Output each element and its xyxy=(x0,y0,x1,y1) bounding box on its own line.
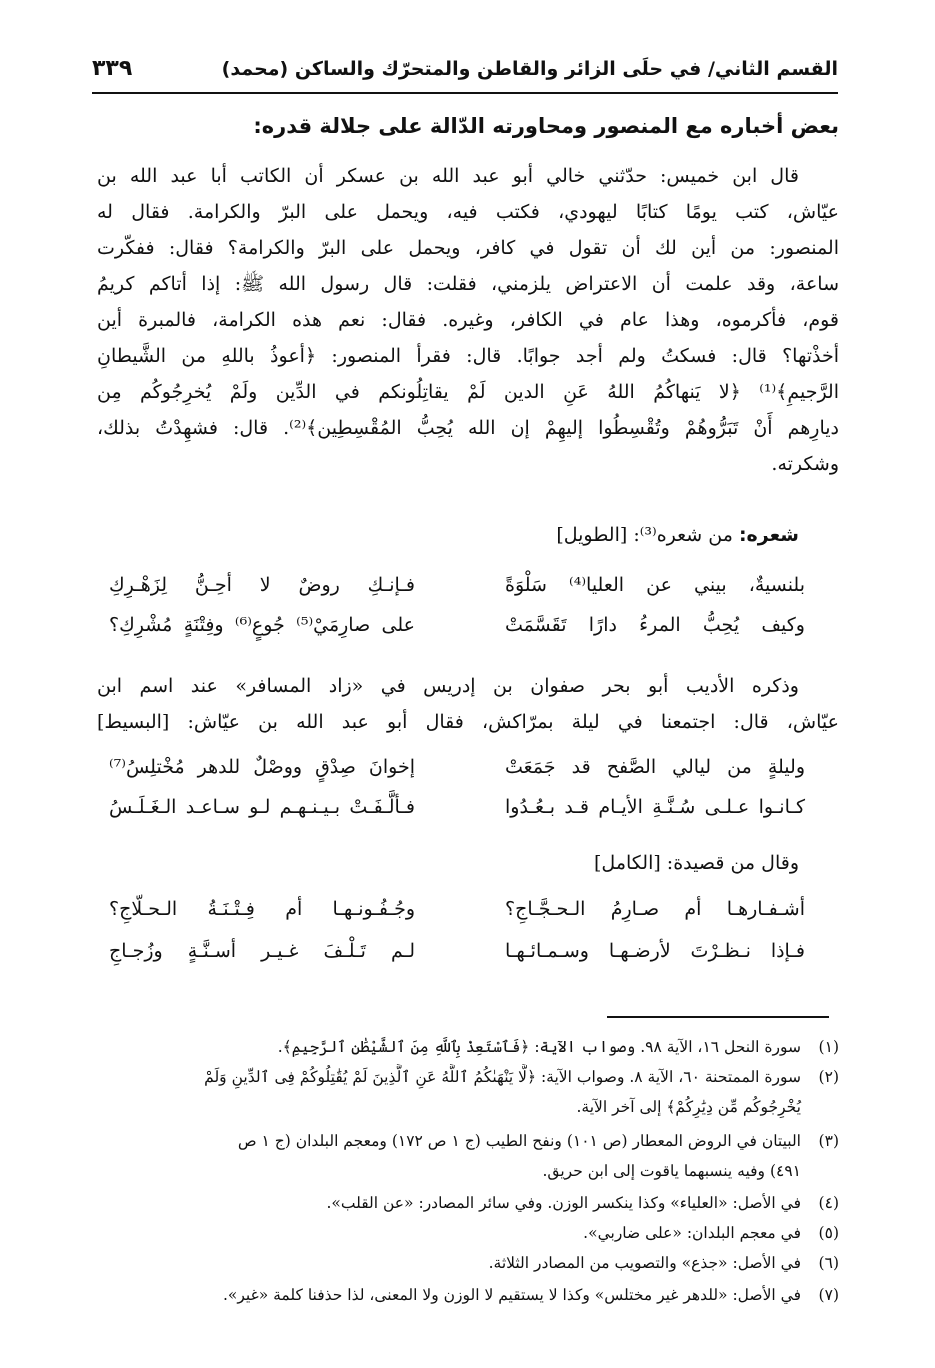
section-title: بعض أخباره مع المنصور ومحاورته الدّالة على جلالة قدره: xyxy=(253,114,839,138)
footnote-continuation: ٤٩١) وفيه ينسبهما ياقوت إلى ابن حريق. xyxy=(542,1162,801,1180)
paragraph-line: عيّاش، كتب يومًا كتابًا ليهودي، فكتب فيه، ويحمل على البرّ والكرامة. فقال له xyxy=(97,201,839,223)
verse-first-hemistich: وكيف يُحِبُّ المرءُ دارًا تَقَسَّمَتْ xyxy=(505,614,805,636)
footnote-continuation: يُخْرِجُوكُم مِّن دِيَٰرِكُمْ﴾ إلى آخر الآية. xyxy=(576,1098,801,1116)
verse xyxy=(105,796,805,834)
paragraph-line: عيّاش، قال: اجتمعنا في ليلة بمرّاكش، فقال أبو عبد الله بن عيّاش: [البسيط] xyxy=(97,711,839,733)
verse-second-hemistich: فـألَّـفَـتْ بـيـنـهـم لـو سـاعـد الـغَـلَـسُ xyxy=(109,796,415,818)
verse xyxy=(105,756,805,794)
poem-intro: وقال من قصيدة: [الكامل] xyxy=(594,852,799,874)
footnote-number: (٧) xyxy=(818,1286,839,1304)
paragraph-line: الرَّجيمِ﴾⁽¹⁾ ﴿لا يَنهاكُمُ اللهُ عَنِ الدين لَمْ يقاتِلُونكم في الدِّين ولَمْ يُخرِجُوكُم مِن xyxy=(97,381,839,403)
footnote xyxy=(97,1064,839,1090)
paragraph-line: أخذْتها؟ قال: فسكتُ ولم أجد جوابًا. قال: فقرأ المنصور: ﴿أعوذُ باللهِ من الشَّيطانِ xyxy=(97,345,839,367)
footnote-text: البيتان في الروض المعطار (ص ١٠١) ونفح الطيب (ج ١ ص ١٧٢) ومعجم البلدان (ج ١ ص xyxy=(237,1132,801,1150)
paragraph-line: ديارِهم أَنْ تَبَرُّوهُمْ وتُقْسِطُوا إليهِمْ إن الله يُحِبُّ المُقْسِطِين﴾⁽²⁾. قال: فشهِدْتُ بذلك، xyxy=(97,417,839,439)
verse-first-hemistich: فـإذا نـظـرْتَ لأرضـهـا وسـمـائـهـا xyxy=(505,940,805,962)
footnote-text: سورة الممتحنة ٦٠، الآية ٨. وصواب الآية: ﴿لَّا يَنْهَىٰكُمُ ٱللَّهُ عَنِ ٱلَّذِينَ لَمْ يُقَٰتِلُوكُمْ فِى ٱلدِّينِ وَلَمْ xyxy=(204,1068,801,1086)
footnote xyxy=(97,1220,839,1246)
verse-second-hemistich: إخوانَ صِدْقٍ ووصْلٌ للدهر مُخْتلِسُ⁽⁷⁾ xyxy=(109,756,415,778)
verse-second-hemistich: وجُـفُـونـهـا أم فِـتْـنَـةُ الـحـلّاجِ؟ xyxy=(109,898,415,920)
running-head xyxy=(92,52,838,94)
footnote-number: (١) xyxy=(818,1038,839,1056)
verse-second-hemistich: على صارِمَيْ⁽⁵⁾ جُوعٍ⁽⁶⁾ وفِتْنَةٍ مُشْرِكِ؟ xyxy=(109,614,416,636)
verse-first-hemistich: كـانـوا عـلـى سُـنَّـةِ الأيـام قـد بـعُـدُوا xyxy=(505,796,805,818)
verse xyxy=(105,898,805,936)
poem-label: شعره: xyxy=(738,524,799,546)
poem-intro xyxy=(556,524,799,546)
verse-second-hemistich: فـإنـكِ روضٌ لا أحِـنُّ لِزَهْـرِكِ xyxy=(109,574,415,596)
running-title: القسم الثاني/ في حلَى الزائر والقاطن والمتحرّك والساكن (محمد) xyxy=(221,58,838,80)
verse-first-hemistich: وليلةٍ من ليالي الصَّفح قد جَمَعَتْ xyxy=(505,756,805,778)
footnote-number: (٤) xyxy=(818,1194,839,1212)
footnote-number: (٥) xyxy=(818,1224,839,1242)
footnote xyxy=(97,1190,839,1216)
poem-meter: من شعره⁽³⁾: [الطويل] xyxy=(556,524,733,546)
verse xyxy=(105,614,805,652)
page-number: ٣٣٩ xyxy=(92,56,133,81)
footnote-number: (٢) xyxy=(818,1068,839,1086)
verse-first-hemistich: بلنسيةٌ، بيني عن العليا⁽⁴⁾ سَلْوَةً xyxy=(505,574,806,596)
verse-second-hemistich: لـم تَـلْـفَ غـيـر أسـنَّـةٍ وزُجـاجِ xyxy=(109,940,415,962)
paragraph-line: وذكره الأديب أبو بحر صفوان بن إدريس في «زاد المسافر» عند اسم ابن xyxy=(97,675,799,697)
footnote xyxy=(97,1250,839,1276)
paragraph-line: قال ابن خميس: حدّثني خالي أبو عبد الله بن عسكر أن الكاتب أبا عبد الله بن xyxy=(97,165,799,187)
footnote xyxy=(97,1034,839,1060)
footnote-text: في معجم البلدان: «على ضاربي». xyxy=(583,1224,801,1242)
footnote-number: (٣) xyxy=(818,1132,839,1150)
footnote-rule xyxy=(607,1016,829,1018)
footnote xyxy=(97,1128,839,1154)
paragraph-line: قوم، فأكرموه، وهذا عام في الكافر، وغيره. فقال: نعم هذه الكرامة، فالمبرة أين xyxy=(97,309,839,331)
paragraph-line: وشكرته. xyxy=(771,453,839,475)
verse xyxy=(105,940,805,978)
footnote-text: في الأصل: «للدهر غير مختلس» وكذا لا يستقيم لا الوزن ولا المعنى، لذا حذفنا كلمة «غير». xyxy=(222,1286,801,1304)
verse xyxy=(105,574,805,612)
footnote-text: في الأصل: «العلياء» وكذا ينكسر الوزن. وفي سائر المصادر: «عن القلب». xyxy=(326,1194,801,1212)
paragraph-line: ساعة، وقد علمت أن الاعتراض يلزمني، فقلت: قال رسول الله ﷺ: إذا أتاكم كريمُ xyxy=(97,273,839,295)
footnote-text: سورة النحل ١٦، الآية ٩٨. وصواب الآية: ﴿فَٱسْتَعِذْ بِٱللَّهِ مِنَ ٱلشَّيْطَٰنِ ٱلرَّجِيمِ﴾. xyxy=(277,1038,801,1056)
paragraph-line: المنصور: من أين لك أن تقول في كافر، ويحمل على البرّ والكرامة؟ فقال: ففكّرت xyxy=(97,237,839,259)
footnote xyxy=(97,1282,839,1308)
footnote-text: في الأصل: «جذع» والتصويب من المصادر الثلاثة. xyxy=(488,1254,801,1272)
verse-first-hemistich: أشـفـارهـا أم صـارِمُ الـحـجَّـاجِ؟ xyxy=(505,898,805,920)
footnote-number: (٦) xyxy=(818,1254,839,1272)
